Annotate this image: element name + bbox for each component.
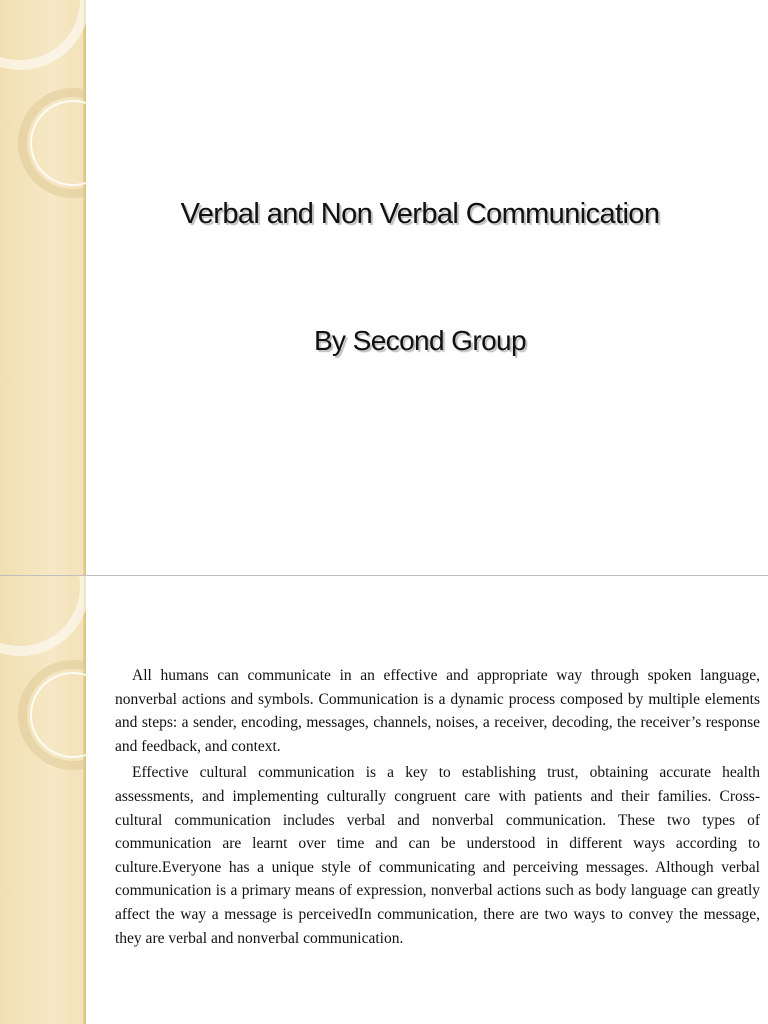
band-edge xyxy=(83,576,86,1024)
decorative-ring xyxy=(0,0,86,70)
band-edge xyxy=(83,0,86,575)
body-text xyxy=(115,664,760,953)
slide-title: Verbal and Non Verbal Communication xyxy=(180,198,660,230)
decorative-band-top xyxy=(0,0,86,575)
decorative-ring xyxy=(0,576,86,656)
slide-divider xyxy=(0,575,768,576)
decorative-band-bottom xyxy=(0,576,86,1024)
paragraph: All humans can communicate in an effective and appropriate way through spoken language, nonverbal actions and symbols. Communication is a dynamic process composed by multiple elements and steps: a sender, encoding, messages, channels, noises, a receiver, decoding, the receiver’s response and feedback, and context. xyxy=(115,667,760,755)
paragraph: Effective cultural communication is a key to establishing trust, obtaining accurate health assessments, and implementing culturally congruent care with patients and their families. Cross-cultural communication includes verbal and nonverbal communication. These two types of communication are learnt over time and can be understood in different ways according to culture.Everyone has a unique style of communicating and perceiving messages. Although verbal communication is a primary means of expression, nonverbal actions such as body language can greatly affect the way a message is perceivedIn communication, there are two ways to convey the message, they are verbal and nonverbal communication. xyxy=(115,764,760,947)
slide-subtitle: By Second Group xyxy=(313,325,527,356)
